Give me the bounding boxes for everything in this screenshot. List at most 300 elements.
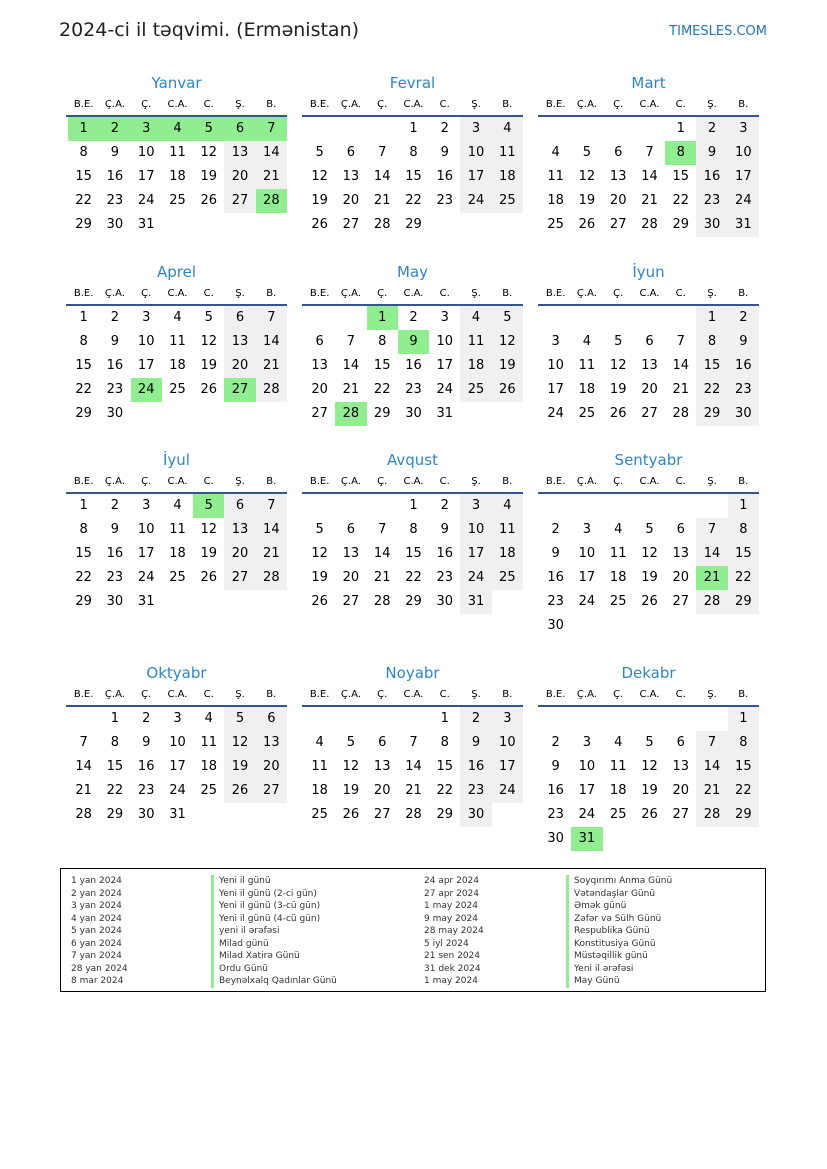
day-cell: 1 <box>440 711 449 726</box>
day-cell: 15 <box>728 542 759 566</box>
day-cell: 6 <box>614 145 623 160</box>
weekday-label: C. <box>675 98 686 110</box>
week-row <box>66 731 287 755</box>
weekday-label: Ş. <box>707 475 717 487</box>
weekday-header <box>302 683 523 707</box>
weekday-label: C.A. <box>167 287 188 299</box>
day-cell: 9 <box>110 145 120 160</box>
holiday-name: Zəfər və Sülh Günü <box>566 913 661 926</box>
day-cell: 14 <box>373 546 391 561</box>
day-cell: 29 <box>405 217 422 232</box>
weekday-label: C.A. <box>639 98 660 110</box>
month-oktyabr <box>66 663 287 827</box>
holiday-name: Yeni il günü <box>211 875 271 888</box>
day-cell: 5 <box>346 735 356 750</box>
weekday-label: Ç. <box>613 287 624 299</box>
holiday-name: Yeni il günü (2-ci gün) <box>211 888 317 901</box>
day-cell: 16 <box>106 358 124 373</box>
day-cell: 11 <box>492 518 523 542</box>
weekday-header <box>302 470 523 494</box>
week-row <box>538 827 759 851</box>
month-i̇yun <box>538 262 759 426</box>
day-cell: 6 <box>346 145 356 160</box>
weekday-label: C. <box>439 98 450 110</box>
weekday-label: B.E. <box>73 287 94 299</box>
weekday-label: Ç.A. <box>576 287 597 299</box>
brand-link[interactable]: TIMESLES.COM <box>669 24 767 39</box>
weekday-label: Ç. <box>377 688 388 700</box>
day-cell: 9 <box>440 145 449 160</box>
day-cell: 27 <box>256 779 287 803</box>
holiday-date: 1 may 2024 <box>424 901 478 911</box>
day-cell: 26 <box>200 193 218 208</box>
weekday-label: Ç. <box>377 475 388 487</box>
day-cell: 20 <box>342 193 360 208</box>
day-cell: 12 <box>609 358 627 373</box>
weekday-label: Ç. <box>141 287 152 299</box>
day-cell: 16 <box>137 759 155 774</box>
empty-cell <box>665 306 696 330</box>
empty-cell <box>162 402 193 426</box>
week-row <box>66 165 287 189</box>
holiday-name: May Günü <box>566 975 620 988</box>
day-cell: 26 <box>200 382 218 397</box>
day-cell: 9 <box>142 735 151 750</box>
empty-cell <box>193 590 224 614</box>
weekday-label: B. <box>502 287 513 299</box>
day-cell: 24 <box>137 193 155 208</box>
empty-cell <box>367 494 398 518</box>
day-cell: 5 <box>645 735 654 750</box>
holiday-date: 7 yan 2024 <box>71 951 122 961</box>
page-title: 2024-ci il təqvimi. (Ermənistan) <box>59 19 360 41</box>
day-cell: 11 <box>609 759 627 774</box>
day-cell: 13 <box>224 330 255 354</box>
day-cell: 9 <box>110 522 120 537</box>
week-row <box>538 117 759 141</box>
day-cell: 9 <box>728 330 759 354</box>
week-row <box>538 354 759 378</box>
day-cell: 16 <box>405 358 422 373</box>
week-row <box>302 330 523 354</box>
empty-cell <box>571 614 602 638</box>
empty-cell <box>665 707 696 731</box>
day-cell: 29 <box>106 807 124 822</box>
week-row <box>302 354 523 378</box>
empty-cell <box>728 827 759 851</box>
day-cell: 10 <box>137 334 155 349</box>
weekday-header <box>538 93 759 117</box>
day-cell: 14 <box>256 518 287 542</box>
day-cell: 27 <box>672 807 690 822</box>
week-row <box>302 803 523 827</box>
day-cell: 7 <box>696 731 727 755</box>
weekday-label: B.E. <box>73 475 94 487</box>
week-row <box>302 213 523 237</box>
day-cell: 26 <box>311 594 328 609</box>
day-cell: 18 <box>169 169 186 184</box>
day-cell: 23 <box>547 807 564 822</box>
weekday-label: B. <box>266 475 277 487</box>
day-cell: 19 <box>311 193 328 208</box>
weekday-label: C.A. <box>167 98 188 110</box>
day-cell: 13 <box>672 546 690 561</box>
month-name: Mart <box>631 74 666 92</box>
weekday-label: Ş. <box>707 98 717 110</box>
day-cell: 8 <box>728 518 759 542</box>
weekday-label: B.E. <box>309 688 330 700</box>
day-cell: 3 <box>142 498 151 513</box>
empty-cell <box>492 803 523 827</box>
day-cell: 5 <box>315 145 324 160</box>
holiday-name: Milad Xatirə Günü <box>211 950 300 963</box>
empty-cell <box>540 117 571 141</box>
week-row <box>66 402 287 426</box>
day-cell: 23 <box>106 193 124 208</box>
day-cell: 24 <box>578 594 596 609</box>
empty-cell <box>665 827 696 851</box>
day-cell: 19 <box>224 755 255 779</box>
weekday-label: B. <box>266 98 277 110</box>
week-row <box>66 189 287 213</box>
day-cell: 24 <box>169 783 186 798</box>
day-cell: 3 <box>551 334 560 349</box>
week-row <box>538 189 759 213</box>
holiday-name: Milad günü <box>211 938 269 951</box>
day-cell: 1 <box>79 498 88 513</box>
day-cell: 25 <box>200 783 218 798</box>
month-dekabr <box>538 663 759 851</box>
day-cell: 13 <box>342 169 360 184</box>
holiday-date: 21 sen 2024 <box>424 951 481 961</box>
week-row <box>302 494 523 518</box>
day-cell: 23 <box>436 193 454 208</box>
day-cell: 5 <box>224 707 255 731</box>
weekday-label: C.A. <box>403 688 424 700</box>
weekday-label: Ç.A. <box>340 98 361 110</box>
day-cell: 12 <box>200 334 218 349</box>
day-cell: 30 <box>547 618 564 633</box>
day-cell: 26 <box>311 217 328 232</box>
empty-cell <box>256 402 287 426</box>
day-cell: 15 <box>75 546 92 561</box>
day-cell: 2 <box>409 310 418 325</box>
empty-cell <box>256 590 287 614</box>
day-cell: 26 <box>224 779 255 803</box>
day-cell: 29 <box>672 217 690 232</box>
week-row <box>538 803 759 827</box>
day-cell: 25 <box>547 217 564 232</box>
day-cell: 26 <box>492 378 523 402</box>
holiday-date: 1 yan 2024 <box>71 876 122 886</box>
week-row <box>302 590 523 614</box>
day-cell: 13 <box>342 546 360 561</box>
day-cell: 15 <box>106 759 124 774</box>
day-cell: 1 <box>409 121 418 136</box>
empty-cell <box>571 494 602 518</box>
day-cell: 21 <box>256 354 287 378</box>
day-cell: 15 <box>75 169 92 184</box>
day-cell: 20 <box>342 570 360 585</box>
day-cell: 27 <box>224 189 255 213</box>
day-cell: 29 <box>373 406 391 421</box>
weekday-label: C. <box>439 287 450 299</box>
day-cell: 11 <box>169 145 186 160</box>
day-cell: 11 <box>169 334 186 349</box>
weekday-label: C. <box>439 688 450 700</box>
day-cell: 20 <box>672 570 690 585</box>
day-cell: 10 <box>492 731 523 755</box>
holiday-date: 28 yan 2024 <box>71 963 128 974</box>
empty-cell <box>335 117 366 141</box>
weekday-label: C. <box>203 688 214 700</box>
day-cell: 20 <box>373 783 391 798</box>
week-row <box>66 590 287 614</box>
month-name: İyun <box>632 263 665 281</box>
day-cell: 30 <box>728 402 759 426</box>
week-row <box>302 518 523 542</box>
day-cell: 1 <box>409 498 418 513</box>
month-aprel <box>66 262 287 426</box>
day-cell: 10 <box>547 358 564 373</box>
day-cell: 18 <box>492 165 523 189</box>
day-cell: 30 <box>106 594 124 609</box>
day-cell: 3 <box>728 117 759 141</box>
day-cell: 3 <box>460 494 491 518</box>
empty-cell <box>429 213 460 237</box>
month-noyabr <box>302 663 523 827</box>
day-cell: 22 <box>728 566 759 590</box>
month-mart <box>538 73 759 237</box>
day-cell: 31 <box>571 827 602 851</box>
holiday-date: 3 yan 2024 <box>71 901 122 911</box>
day-cell: 30 <box>460 803 491 827</box>
day-cell: 3 <box>582 522 592 537</box>
holiday-date: 5 yan 2024 <box>71 926 122 936</box>
week-row <box>66 354 287 378</box>
day-cell: 16 <box>436 169 454 184</box>
day-cell: 15 <box>672 169 690 184</box>
day-cell: 19 <box>641 783 658 798</box>
week-row <box>302 542 523 566</box>
week-row <box>302 378 523 402</box>
month-fevral <box>302 73 523 237</box>
day-cell: 9 <box>398 330 429 354</box>
day-cell: 28 <box>256 566 287 590</box>
week-row <box>66 803 287 827</box>
day-cell: 29 <box>436 807 454 822</box>
day-cell: 2 <box>551 522 560 537</box>
weekday-label: B.E. <box>73 688 94 700</box>
day-cell: 27 <box>224 378 255 402</box>
day-cell: 20 <box>256 755 287 779</box>
month-name: Fevral <box>389 74 436 92</box>
day-cell: 21 <box>75 783 92 798</box>
day-cell: 20 <box>224 165 255 189</box>
week-row <box>302 141 523 165</box>
day-cell: 23 <box>405 382 422 397</box>
day-cell: 9 <box>440 522 449 537</box>
holiday-name: Yeni il günü (4-cü gün) <box>211 913 320 926</box>
empty-cell <box>492 402 523 426</box>
day-cell: 22 <box>405 570 422 585</box>
day-cell: 25 <box>460 378 491 402</box>
weekday-label: C.A. <box>167 475 188 487</box>
empty-cell <box>540 707 571 731</box>
weekday-label: B. <box>738 287 749 299</box>
weekday-label: C.A. <box>403 98 424 110</box>
day-cell: 17 <box>436 358 454 373</box>
weekday-label: C. <box>439 475 450 487</box>
day-cell: 18 <box>169 358 186 373</box>
day-cell: 25 <box>311 807 328 822</box>
month-name: May <box>396 263 428 281</box>
empty-cell <box>224 590 255 614</box>
empty-cell <box>193 803 224 827</box>
holiday-date: 8 mar 2024 <box>71 976 124 986</box>
day-cell: 12 <box>578 169 596 184</box>
day-cell: 15 <box>405 546 422 561</box>
day-cell: 4 <box>173 498 182 513</box>
day-cell: 9 <box>696 141 727 165</box>
empty-cell <box>304 306 335 330</box>
day-cell: 14 <box>405 759 422 774</box>
month-name: Dekabr <box>621 664 676 682</box>
day-cell: 1 <box>728 494 759 518</box>
day-cell: 30 <box>436 594 454 609</box>
week-row <box>66 141 287 165</box>
week-row <box>66 566 287 590</box>
weekday-label: C.A. <box>403 475 424 487</box>
day-cell: 15 <box>696 354 727 378</box>
day-cell: 14 <box>256 330 287 354</box>
day-cell: 19 <box>609 382 627 397</box>
day-cell: 6 <box>676 735 685 750</box>
empty-cell <box>728 614 759 638</box>
day-cell: 11 <box>492 141 523 165</box>
weekday-label: C.A. <box>639 287 660 299</box>
day-cell: 22 <box>728 779 759 803</box>
day-cell: 6 <box>676 522 685 537</box>
day-cell: 7 <box>696 518 727 542</box>
empty-cell <box>304 494 335 518</box>
month-name: Sentyabr <box>614 451 683 469</box>
holiday-name: Respublika Günü <box>566 925 650 938</box>
day-cell: 8 <box>440 735 449 750</box>
day-cell: 14 <box>696 542 727 566</box>
day-cell: 14 <box>256 141 287 165</box>
empty-cell <box>571 117 602 141</box>
day-cell: 6 <box>645 334 654 349</box>
empty-cell <box>367 117 398 141</box>
day-cell: 10 <box>578 546 596 561</box>
day-cell: 29 <box>75 406 92 421</box>
weekday-label: B.E. <box>545 98 566 110</box>
empty-cell <box>224 402 255 426</box>
day-cell: 24 <box>460 566 491 590</box>
day-cell: 12 <box>311 169 328 184</box>
day-cell: 23 <box>436 570 454 585</box>
day-cell: 16 <box>728 354 759 378</box>
day-cell: 23 <box>460 779 491 803</box>
empty-cell <box>540 494 571 518</box>
day-cell: 28 <box>672 406 690 421</box>
day-cell: 30 <box>106 406 124 421</box>
empty-cell <box>367 707 398 731</box>
day-cell: 4 <box>582 334 592 349</box>
weekday-label: B.E. <box>545 475 566 487</box>
day-cell: 30 <box>405 406 422 421</box>
day-cell: 22 <box>106 783 124 798</box>
empty-cell <box>162 213 193 237</box>
weekday-label: C. <box>675 287 686 299</box>
empty-cell <box>68 707 99 731</box>
week-row <box>66 306 287 330</box>
weekday-label: Ş. <box>235 98 245 110</box>
day-cell: 21 <box>405 783 422 798</box>
empty-cell <box>603 614 634 638</box>
week-row <box>538 378 759 402</box>
day-cell: 17 <box>460 165 491 189</box>
day-cell: 31 <box>460 590 491 614</box>
weekday-label: Ç. <box>613 98 624 110</box>
holiday-date: 9 may 2024 <box>424 913 478 924</box>
empty-cell <box>634 827 665 851</box>
day-cell: 11 <box>578 358 596 373</box>
holiday-name: Yeni il günü (3-cü gün) <box>211 900 320 913</box>
holiday-date: 5 iyl 2024 <box>424 938 469 949</box>
week-row <box>538 590 759 614</box>
day-cell: 3 <box>582 735 592 750</box>
day-cell: 7 <box>378 145 387 160</box>
day-cell: 3 <box>173 711 182 726</box>
weekday-header <box>538 683 759 707</box>
day-cell: 7 <box>409 735 418 750</box>
day-cell: 14 <box>75 759 92 774</box>
day-cell: 22 <box>75 570 92 585</box>
weekday-label: Ş. <box>707 287 717 299</box>
weekday-header <box>66 683 287 707</box>
weekday-label: Ş. <box>471 475 481 487</box>
weekday-label: Ç. <box>141 475 152 487</box>
day-cell: 17 <box>578 783 596 798</box>
day-cell: 19 <box>342 783 360 798</box>
day-cell: 19 <box>200 358 218 373</box>
day-cell: 22 <box>405 193 422 208</box>
day-cell: 21 <box>373 570 391 585</box>
week-row <box>538 707 759 731</box>
week-row <box>538 165 759 189</box>
day-cell: 24 <box>137 570 155 585</box>
day-cell: 24 <box>460 189 491 213</box>
day-cell: 23 <box>547 594 564 609</box>
day-cell: 24 <box>492 779 523 803</box>
weekday-label: Ş. <box>707 688 717 700</box>
day-cell: 12 <box>492 330 523 354</box>
day-cell: 3 <box>131 117 162 141</box>
weekday-label: Ç.A. <box>576 475 597 487</box>
day-cell: 18 <box>609 783 627 798</box>
day-cell: 8 <box>409 522 418 537</box>
day-cell: 3 <box>142 310 151 325</box>
week-row <box>538 306 759 330</box>
day-cell: 24 <box>436 382 454 397</box>
weekday-label: Ç.A. <box>104 688 125 700</box>
empty-cell <box>603 707 634 731</box>
week-row <box>302 731 523 755</box>
day-cell: 23 <box>106 570 124 585</box>
day-cell: 17 <box>578 570 596 585</box>
